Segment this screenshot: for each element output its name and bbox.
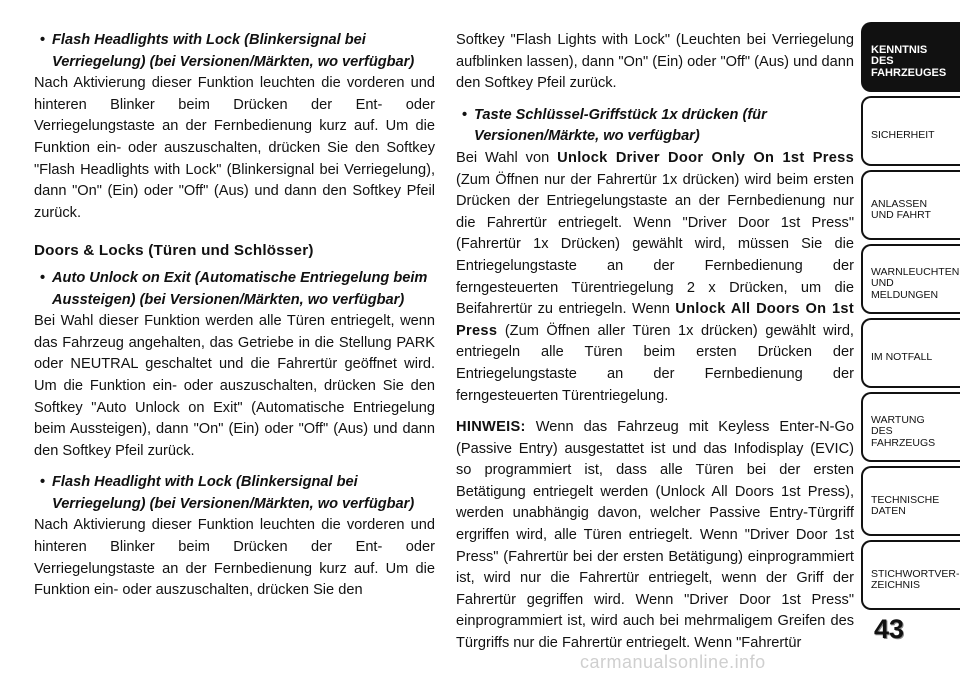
bullet-icon: •	[462, 106, 468, 123]
bullet-icon: •	[40, 32, 46, 48]
paragraph: Bei Wahl dieser Funktion werden alle Türen entriegelt, wenn das Fahrzeug angehalten, das Getriebe in die Stellung PARK oder NEUTRAL geschaltet und die Fahrertür geöffnet wird. Um die Funktion ein- oder auszuschalten, drücken Sie den Softkey "Auto Unlock on Exit" (Automatische Entriegelung beim Aussteigen), dann "On" (Ein) oder "Off" (Aus) und dann den Softkey Pfeil zurück.	[34, 313, 435, 459]
tab-im-notfall[interactable]: IM NOTFALL	[861, 318, 960, 388]
tab-technische-daten[interactable]: TECHNISCHE DATEN	[861, 466, 960, 536]
note-label: HINWEIS:	[456, 419, 526, 436]
note-paragraph: HINWEIS: Wenn das Fahrzeug mit Keyless Enter-N-Go (Passive Entry) ausgestattet ist und das Infodisplay (EVIC) so programmiert ist, dass alle Türen bei der ersten Betätigung entriegelt werden (Unlock All Doors 1st Press), werden unabhängig davon, welcher Passive Entry-Türgriff ergriffen wird, alle Türen entriegelt. Wenn "Driver Door 1st Press" (Fahrertür bei der ersten Betätigung) einprogrammiert ist, wird nur die Fahrertür entriegelt, wenn der Griff der Fahrertür gegriffen wird. Wenn "Driver Door 1st Press" einprogrammiert ist, wird auch bei mehrmaligem Greifen des Türgriffs nur die Fahrertür entriegelt. Wenn "Fahrertür	[456, 419, 854, 652]
tab-anlassen-und-fahrt[interactable]: ANLASSEN UND FAHRT	[861, 170, 960, 240]
watermark: carmanualsonline.info	[580, 652, 766, 672]
bullet-icon: •	[40, 474, 46, 491]
paragraph: Nach Aktivierung dieser Funktion leuchten die vorderen und hinteren Blinker beim Drücken der Ent- oder Verriegelungstaste an der Fernbedienung kurz auf. Um die Funktion ein- oder auszuschalten, drücken Sie den Softkey "Flash Headlights with Lock" (Blinkersignal bei Verriegelung), dann "On" (Ein) oder "Off" (Aus) und dann den Softkey Pfeil zurück.	[34, 75, 435, 221]
page-number: 43	[874, 614, 905, 644]
tab-kenntnis-des-fahrzeuges[interactable]: KENNTNIS DES FAHRZEUGES	[861, 22, 960, 92]
tab-stichwortverzeichnis[interactable]: STICHWORTVER- ZEICHNIS	[861, 540, 960, 610]
right-column	[456, 30, 854, 655]
bullet-heading: • Auto Unlock on Exit (Automatische Entriegelung beim Aussteigen) (bei Versionen/Märkten, wo verfügbar)	[40, 269, 428, 308]
tab-wartung[interactable]: WARTUNG DES FAHRZEUGS	[861, 392, 960, 462]
chapter-tabs	[861, 22, 960, 614]
tab-warnleuchten[interactable]: WARNLEUCHTEN UND MELDUNGEN	[861, 244, 960, 314]
tab-sicherheit[interactable]: SICHERHEIT	[861, 96, 960, 166]
left-column	[34, 30, 435, 602]
section-heading: Doors & Locks (Türen und Schlösser)	[34, 242, 314, 260]
bullet-heading: • Flash Headlight with Lock (Blinkersignal bei Verriegelung) (bei Versionen/Märkten, wo verfügbar)	[40, 474, 415, 512]
bullet-icon: •	[40, 269, 46, 286]
paragraph: Softkey "Flash Lights with Lock" (Leuchten bei Verriegelung aufblinken lassen), dann "On" (Ein) oder "Off" (Aus) und dann den Softkey Pfeil zurück.	[456, 32, 854, 92]
paragraph: Nach Aktivierung dieser Funktion leuchten die vorderen und hinteren Blinker beim Drücken der Ent- oder Verriegelungstaste an der Fernbedienung kurz auf. Um die Funktion ein- oder auszuschalten, drücken Sie den	[34, 517, 435, 599]
paragraph: Bei Wahl von Unlock Driver Door Only On 1st Press (Zum Öffnen nur der Fahrertür 1x drücken) wird beim ersten Drücken der Entriegelungstaste an der Fernbedienung nur die Fahrertür entriegelt. Wenn "Driver Door 1st Press" (Fahrertür 1x Drücken) gewählt wird, müssen Sie die Entriegelungstaste an der Fernbedienung der ferngesteuerten Türentriegelung 2 x Drücken, um die Beifahrertür zu entriegeln. Wenn Unlock All Doors On 1st Press (Zum Öffnen aller Türen 1x drücken) gewählt wird, entriegeln alle Türen beim ersten Drücken der Entriegelungstaste an der Fernbedienung der ferngesteuerten Türentriegelung.	[456, 149, 855, 404]
bullet-heading: • Flash Headlights with Lock (Blinkersignal bei Verriegelung) (bei Versionen/Märkten, wo verfügbar)	[40, 32, 415, 70]
bullet-heading: • Taste Schlüssel-Griffstück 1x drücken (für Versionen/Märkte, wo verfügbar)	[462, 106, 767, 145]
